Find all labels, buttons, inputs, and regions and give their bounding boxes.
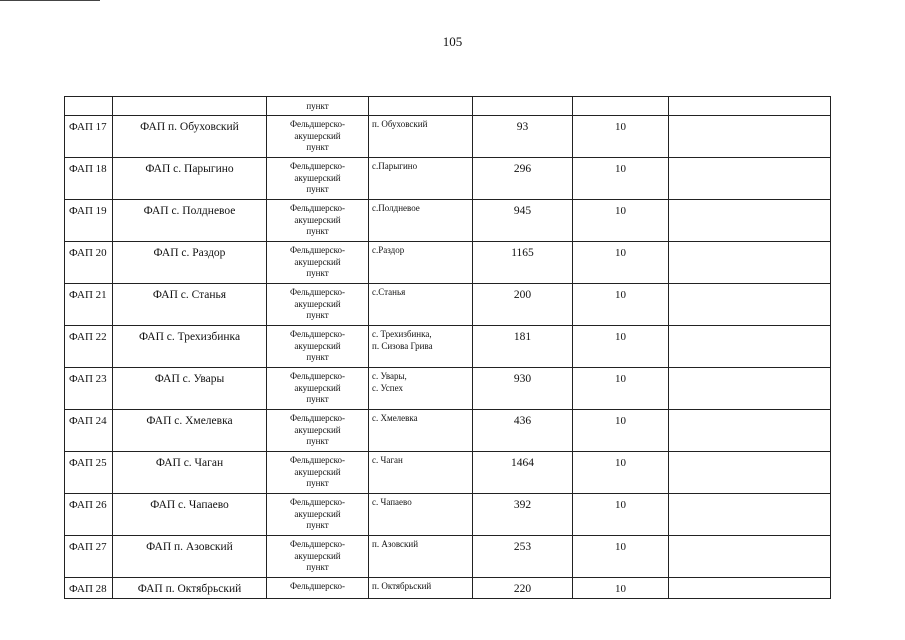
fap-population: 200: [513, 289, 532, 301]
fap-settlement: [369, 158, 472, 173]
cell-extra: [669, 494, 831, 536]
fap-count: 10: [615, 205, 626, 217]
type-line: пункт: [306, 352, 329, 362]
fap-count: 10: [615, 499, 626, 511]
cell-settlement: [369, 494, 473, 536]
table-row: [65, 536, 831, 578]
cell-extra: [669, 284, 831, 326]
settlement-line: с.Станья: [372, 287, 406, 297]
cell-type: [267, 536, 369, 578]
settlement-line: с. Увары,: [372, 371, 407, 381]
fap-code: ФАП 18: [69, 163, 107, 175]
fap-type: [267, 284, 368, 322]
fap-settlement: [369, 410, 472, 425]
cell-count: [573, 242, 669, 284]
table-row: [65, 494, 831, 536]
fap-settlement: [369, 326, 472, 352]
cell-population: [473, 242, 573, 284]
fap-count: 10: [615, 415, 626, 427]
cell-name: [113, 158, 267, 200]
fap-type: [267, 536, 368, 574]
cell-population: [473, 368, 573, 410]
fap-table: [64, 96, 831, 599]
type-line: Фельдшерско-: [289, 329, 346, 339]
type-line: Фельдшерско-: [289, 581, 346, 591]
fap-name: ФАП с. Полдневое: [143, 205, 236, 217]
type-line: пункт: [306, 394, 329, 404]
type-line: акушерский: [294, 298, 341, 309]
type-line: пункт: [306, 310, 329, 320]
table-row: [65, 200, 831, 242]
fap-code: ФАП 19: [69, 205, 107, 217]
cell-type: [267, 158, 369, 200]
cell-population: [473, 536, 573, 578]
cell-name: [113, 326, 267, 368]
type-line: пункт: [306, 562, 329, 572]
cell-settlement: [369, 97, 473, 116]
fap-population: 1165: [511, 247, 534, 259]
cell-population: [473, 326, 573, 368]
settlement-line: с. Трехизбинка,: [372, 329, 432, 339]
cell-code: [65, 284, 113, 326]
cell-population: [473, 97, 573, 116]
settlement-line: п. Сизова Грива: [372, 340, 433, 351]
cell-name: [113, 368, 267, 410]
fap-code: ФАП 23: [69, 373, 107, 385]
type-line: пункт: [306, 184, 329, 194]
table-row: [65, 116, 831, 158]
type-line: пункт: [306, 436, 329, 446]
fap-name: ФАП с. Парыгино: [145, 163, 234, 175]
fap-code: ФАП 24: [69, 415, 107, 427]
cell-extra: [669, 410, 831, 452]
page-number: 105: [442, 34, 463, 49]
cell-settlement: [369, 200, 473, 242]
type-line: Фельдшерско-: [289, 371, 346, 381]
cell-population: [473, 410, 573, 452]
cell-name: [113, 242, 267, 284]
fap-population: 1464: [511, 457, 534, 469]
settlement-line: с.Парыгино: [372, 161, 418, 171]
cell-type: [267, 242, 369, 284]
type-line: пункт: [306, 268, 329, 278]
fap-type: [267, 158, 368, 196]
fap-settlement: [369, 116, 472, 131]
cell-settlement: [369, 326, 473, 368]
fap-population: 436: [513, 415, 532, 427]
cell-code: [65, 368, 113, 410]
type-line: Фельдшерско-: [289, 539, 346, 549]
cell-settlement: [369, 284, 473, 326]
settlement-line: с. Успех: [372, 382, 403, 393]
fap-count: 10: [615, 541, 626, 553]
cell-code: [65, 410, 113, 452]
cell-type: [267, 284, 369, 326]
cell-settlement: [369, 116, 473, 158]
cell-count: [573, 410, 669, 452]
cell-name: [113, 200, 267, 242]
table-row: [65, 578, 831, 599]
cell-extra: [669, 578, 831, 599]
settlement-line: с. Хмелевка: [372, 413, 418, 423]
cell-type: [267, 368, 369, 410]
type-line: Фельдшерско-: [289, 161, 346, 171]
fap-population: 930: [513, 373, 532, 385]
fap-count: 10: [615, 331, 626, 343]
type-line: акушерский: [294, 172, 341, 183]
type-line: акушерский: [294, 340, 341, 351]
fap-count: 10: [615, 583, 626, 595]
fap-code: ФАП 26: [69, 499, 107, 511]
cell-population: [473, 452, 573, 494]
fap-name: ФАП п. Обуховский: [140, 121, 239, 133]
cell-settlement: [369, 536, 473, 578]
cell-type: [267, 200, 369, 242]
fap-name: ФАП с. Раздор: [153, 247, 226, 259]
cell-population: [473, 158, 573, 200]
top-rule: [0, 0, 100, 1]
settlement-line: с.Полдневое: [372, 203, 420, 213]
fap-type: [267, 368, 368, 406]
fap-type: [267, 494, 368, 532]
fap-table-body: [65, 97, 831, 599]
type-line: акушерский: [294, 550, 341, 561]
cell-name: [113, 494, 267, 536]
fap-name: ФАП с. Увары: [154, 373, 225, 385]
cell-count: [573, 284, 669, 326]
fap-population: 392: [513, 499, 532, 511]
cell-extra: [669, 536, 831, 578]
cell-population: [473, 116, 573, 158]
cell-code: [65, 158, 113, 200]
fap-type: [267, 578, 368, 593]
type-line: акушерский: [294, 214, 341, 225]
cell-type: [267, 578, 369, 599]
cell-extra: [669, 97, 831, 116]
cell-type: [267, 410, 369, 452]
type-line: Фельдшерско-: [289, 119, 346, 129]
type-line: Фельдшерско-: [289, 455, 346, 465]
fap-settlement: [369, 368, 472, 394]
cell-name: [113, 536, 267, 578]
cell-count: [573, 494, 669, 536]
fap-type: [267, 242, 368, 280]
fap-code: ФАП 20: [69, 247, 107, 259]
fap-population: 93: [516, 121, 529, 133]
type-line: Фельдшерско-: [289, 245, 346, 255]
fap-population: 945: [513, 205, 532, 217]
cell-population: [473, 200, 573, 242]
type-line: акушерский: [294, 424, 341, 435]
settlement-line: с.Раздор: [372, 245, 405, 255]
table-row: [65, 158, 831, 200]
cell-name: [113, 578, 267, 599]
fap-code: ФАП 17: [69, 121, 107, 133]
fap-code: ФАП 21: [69, 289, 107, 301]
fap-type: [267, 452, 368, 490]
fap-code: ФАП 25: [69, 457, 107, 469]
cell-population: [473, 494, 573, 536]
table-row: [65, 284, 831, 326]
cell-count: [573, 368, 669, 410]
cell-code: [65, 452, 113, 494]
table-row: [65, 326, 831, 368]
cell-extra: [669, 158, 831, 200]
cell-type: [267, 452, 369, 494]
fap-count: 10: [615, 247, 626, 259]
fap-count: 10: [615, 373, 626, 385]
table-row: [65, 410, 831, 452]
fap-type: [267, 410, 368, 448]
cell-name: [113, 410, 267, 452]
continuation-row: [65, 97, 831, 116]
cell-code: [65, 326, 113, 368]
fap-settlement: [369, 494, 472, 509]
table-row: [65, 242, 831, 284]
fap-name: ФАП с. Хмелевка: [146, 415, 233, 427]
cell-extra: [669, 200, 831, 242]
type-line: пункт: [306, 142, 329, 152]
fap-population: 181: [513, 331, 532, 343]
cell-name: [113, 452, 267, 494]
type-line: акушерский: [294, 256, 341, 267]
fap-count: 10: [615, 163, 626, 175]
type-line: пункт: [306, 520, 329, 530]
settlement-line: п. Октябрьский: [372, 581, 432, 591]
cell-code: [65, 97, 113, 116]
continuation-type-text: пункт: [306, 101, 329, 111]
cell-code: [65, 242, 113, 284]
type-line: Фельдшерско-: [289, 203, 346, 213]
type-line: Фельдшерско-: [289, 287, 346, 297]
settlement-line: п. Азовский: [372, 539, 419, 549]
cell-settlement: [369, 452, 473, 494]
cell-settlement: [369, 158, 473, 200]
fap-name: ФАП п. Октябрьский: [137, 583, 242, 595]
cell-name: [113, 284, 267, 326]
cell-type: [267, 494, 369, 536]
fap-population: 220: [513, 583, 532, 595]
fap-name: ФАП с. Станья: [152, 289, 227, 301]
fap-count: 10: [615, 121, 626, 133]
fap-settlement: [369, 452, 472, 467]
cell-name: [113, 97, 267, 116]
type-line: акушерский: [294, 130, 341, 141]
table-row: [65, 452, 831, 494]
cell-settlement: [369, 410, 473, 452]
type-line: акушерский: [294, 508, 341, 519]
type-line: Фельдшерско-: [289, 413, 346, 423]
cell-population: [473, 578, 573, 599]
settlement-line: с. Чапаево: [372, 497, 412, 507]
fap-settlement: [369, 200, 472, 215]
cell-count: [573, 326, 669, 368]
fap-code: ФАП 22: [69, 331, 107, 343]
cell-count: [573, 158, 669, 200]
fap-name: ФАП с. Чапаево: [150, 499, 229, 511]
cell-type: [267, 116, 369, 158]
fap-population: 296: [513, 163, 532, 175]
fap-type: [267, 116, 368, 154]
type-line: пункт: [306, 226, 329, 236]
cell-extra: [669, 116, 831, 158]
fap-code: ФАП 27: [69, 541, 107, 553]
fap-count: 10: [615, 289, 626, 301]
settlement-line: п. Обуховский: [372, 119, 428, 129]
fap-name: ФАП с. Трехизбинка: [138, 331, 241, 343]
table-row: [65, 368, 831, 410]
cell-settlement: [369, 242, 473, 284]
cell-count: [573, 200, 669, 242]
settlement-line: с. Чаган: [372, 455, 403, 465]
fap-population: 253: [513, 541, 532, 553]
cell-settlement: [369, 578, 473, 599]
type-line: Фельдшерско-: [289, 497, 346, 507]
cell-type: [267, 97, 369, 116]
cell-code: [65, 578, 113, 599]
cell-count: [573, 97, 669, 116]
fap-name: ФАП п. Азовский: [146, 541, 233, 553]
type-line: пункт: [306, 478, 329, 488]
fap-name: ФАП с. Чаган: [155, 457, 224, 469]
cell-name: [113, 116, 267, 158]
fap-code: ФАП 28: [69, 583, 107, 595]
cell-settlement: [369, 368, 473, 410]
cell-count: [573, 116, 669, 158]
cell-extra: [669, 326, 831, 368]
cell-code: [65, 494, 113, 536]
fap-type: [267, 326, 368, 364]
type-line: акушерский: [294, 382, 341, 393]
cell-extra: [669, 242, 831, 284]
cell-extra: [669, 452, 831, 494]
cell-count: [573, 578, 669, 599]
cell-code: [65, 536, 113, 578]
cell-count: [573, 452, 669, 494]
type-line: акушерский: [294, 466, 341, 477]
cell-code: [65, 200, 113, 242]
cell-code: [65, 116, 113, 158]
cell-population: [473, 284, 573, 326]
fap-type: [267, 200, 368, 238]
cell-extra: [669, 368, 831, 410]
cell-type: [267, 326, 369, 368]
fap-settlement: [369, 536, 472, 551]
fap-settlement: [369, 242, 472, 257]
fap-settlement: [369, 284, 472, 299]
cell-count: [573, 536, 669, 578]
fap-count: 10: [615, 457, 626, 469]
fap-settlement: [369, 578, 472, 593]
